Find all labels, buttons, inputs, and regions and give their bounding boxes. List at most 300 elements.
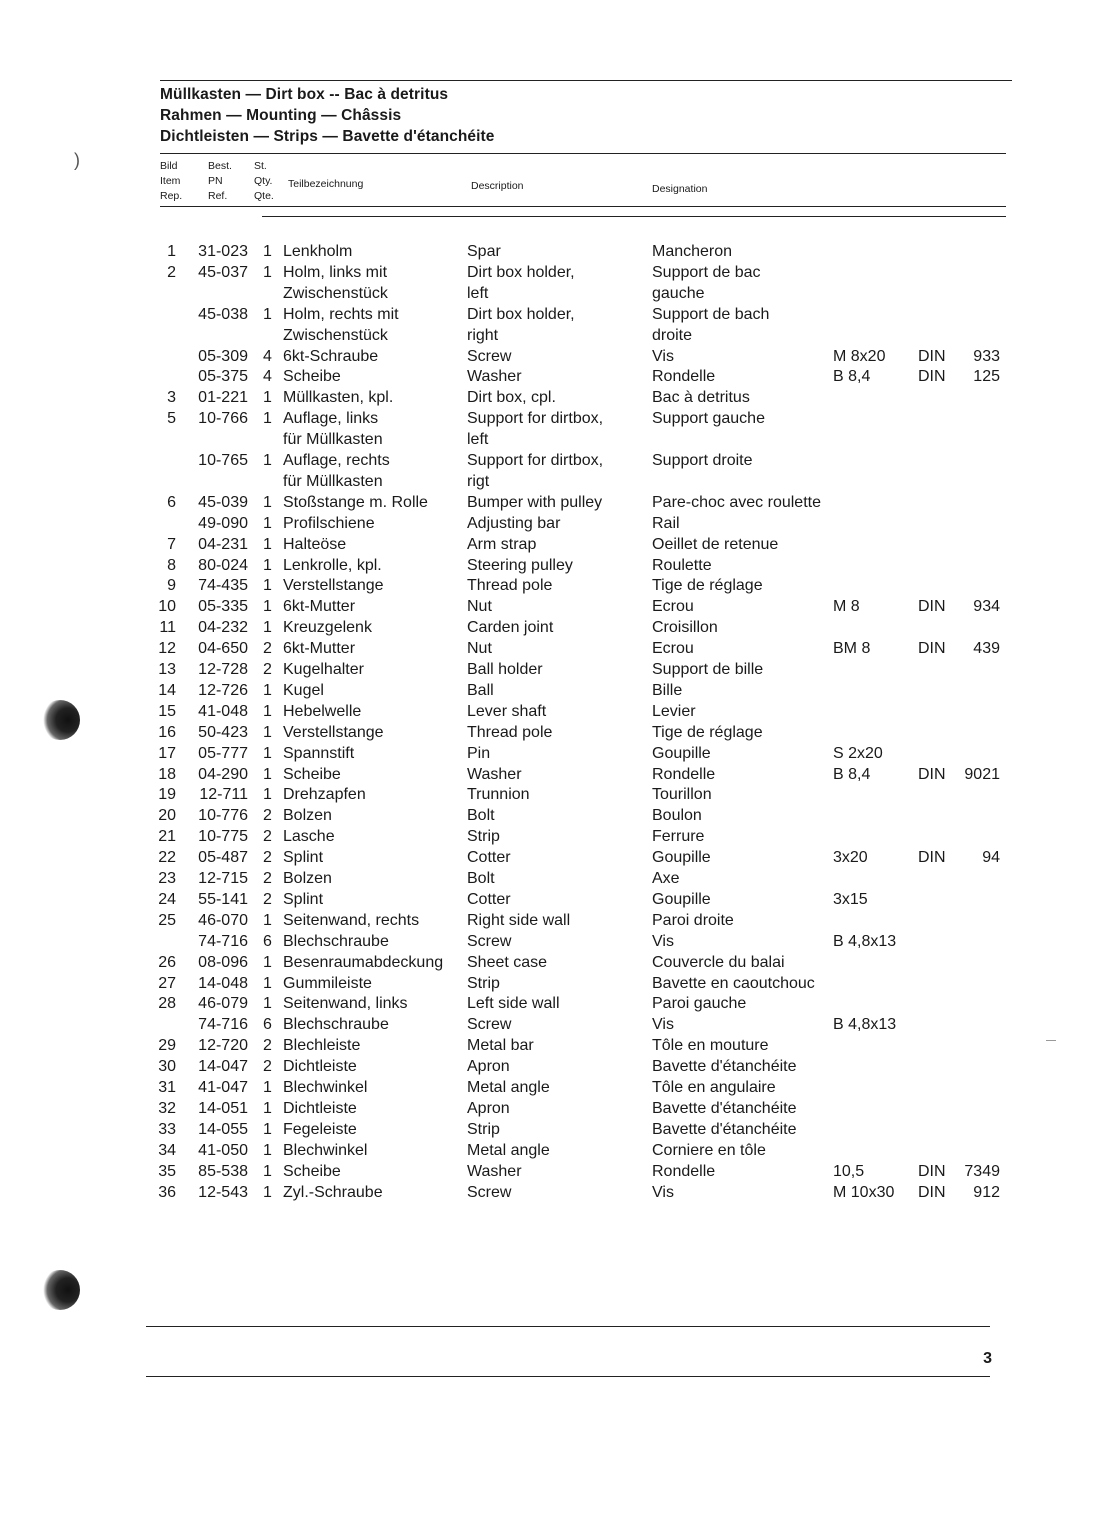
german-name: Hebelwelle	[283, 702, 362, 720]
german-name: Fegeleiste	[283, 1120, 357, 1138]
table-row	[0, 764, 1106, 785]
table-row	[0, 617, 1106, 638]
part-number: 74-435	[198, 577, 248, 595]
german-name: Holm, rechts mit	[283, 305, 399, 323]
table-row	[0, 555, 1106, 576]
quantity: 1	[263, 389, 272, 407]
din-label: DIN	[918, 849, 946, 867]
standard-size: 3x20	[833, 849, 868, 867]
english-description: Bolt	[467, 870, 495, 887]
table-row	[0, 1056, 1106, 1077]
english-description: Strip	[467, 828, 500, 846]
footer-rule-top	[146, 1326, 990, 1327]
table-row	[0, 304, 1106, 325]
english-description: Ball	[467, 681, 494, 699]
item-number: 12	[158, 640, 176, 658]
din-label: DIN	[918, 598, 946, 616]
table-row	[0, 1161, 1106, 1182]
din-number: 912	[973, 1183, 1000, 1201]
german-name: Kugel	[283, 681, 324, 699]
german-name: Besenraumabdeckung	[283, 953, 444, 971]
quantity: 1	[263, 410, 272, 428]
part-number: 55-141	[198, 890, 248, 908]
german-name: Zwischenstück	[283, 326, 388, 344]
quantity: 2	[263, 640, 272, 658]
quantity: 1	[263, 1162, 272, 1180]
english-description: Bumper with pulley	[467, 493, 603, 511]
french-designation: Couvercle du balai	[652, 953, 785, 971]
english-description: Left side wall	[467, 995, 560, 1013]
table-row	[0, 889, 1106, 910]
french-designation: Rondelle	[652, 1162, 716, 1180]
quantity: 2	[263, 1037, 272, 1055]
french-designation: Ecrou	[652, 598, 694, 616]
table-row	[0, 638, 1106, 659]
french-designation: Vis	[652, 347, 674, 365]
part-number: 08-096	[198, 953, 248, 971]
table-row	[0, 931, 1106, 952]
french-designation: Rail	[652, 514, 680, 532]
din-number: 94	[982, 849, 1000, 867]
quantity: 4	[263, 368, 272, 386]
item-number: 11	[159, 619, 176, 637]
punch-hole-icon	[40, 1270, 80, 1310]
item-number: 16	[158, 723, 176, 741]
part-number: 05-375	[198, 368, 248, 386]
english-description: Apron	[467, 1058, 510, 1076]
din-number: 9021	[964, 765, 1000, 783]
part-number: 41-047	[198, 1079, 248, 1096]
english-description: Screw	[467, 932, 512, 950]
table-row	[0, 1140, 1106, 1161]
english-description: right	[467, 326, 499, 344]
part-number: 12-715	[198, 870, 248, 887]
part-number: 50-423	[198, 723, 248, 741]
part-number: 74-716	[198, 1016, 248, 1034]
table-row	[0, 366, 1106, 387]
quantity: 1	[263, 535, 272, 553]
col-header-en: Description	[471, 180, 524, 192]
quantity: 1	[263, 911, 272, 929]
french-designation: Ecrou	[652, 640, 694, 658]
english-description: Strip	[467, 974, 500, 992]
english-description: Support for dirtbox,	[467, 410, 604, 428]
item-number: 8	[167, 556, 176, 574]
part-number: 05-309	[198, 347, 248, 365]
french-designation: Bac à detritus	[652, 389, 750, 407]
part-number: 12-728	[198, 661, 248, 678]
quantity: 6	[263, 932, 272, 950]
german-name: Auflage, rechts	[283, 452, 390, 469]
german-name: Bolzen	[283, 807, 332, 825]
french-designation: Bavette d'étanchéite	[652, 1058, 797, 1076]
table-row	[0, 241, 1106, 262]
scan-mark-icon: )	[74, 150, 80, 170]
german-name: Verstellstange	[283, 723, 384, 741]
english-description: Steering pulley	[467, 556, 573, 574]
part-number: 10-776	[198, 807, 248, 825]
item-number: 2	[167, 263, 176, 281]
quantity: 1	[263, 786, 272, 804]
french-designation: Tourillon	[652, 786, 712, 804]
header-rule-top	[160, 153, 1006, 154]
french-designation: Goupille	[652, 890, 711, 908]
item-number: 30	[158, 1058, 176, 1076]
german-name: Zyl.-Schraube	[283, 1183, 383, 1201]
english-description: Sheet case	[467, 953, 548, 971]
standard-size: 3x15	[833, 890, 868, 908]
english-description: Dirt box, cpl.	[467, 389, 556, 407]
din-number: 7349	[964, 1162, 1000, 1180]
table-row	[0, 868, 1106, 889]
item-number: 31	[158, 1079, 176, 1096]
english-description: Lever shaft	[467, 702, 547, 720]
table-row	[0, 680, 1106, 701]
english-description: Metal angle	[467, 1141, 550, 1159]
english-description: Pin	[467, 744, 491, 762]
item-number: 27	[158, 974, 176, 992]
part-number: 74-716	[198, 932, 248, 950]
scan-dash	[1046, 1040, 1056, 1041]
english-description: Carden joint	[467, 619, 554, 637]
french-designation: Vis	[652, 1183, 674, 1201]
german-name: Blechwinkel	[283, 1079, 368, 1096]
table-row	[0, 952, 1106, 973]
german-name: Scheibe	[283, 765, 341, 783]
part-number: 14-051	[198, 1099, 248, 1117]
quantity: 1	[263, 744, 272, 762]
item-number: 5	[167, 410, 176, 428]
quantity: 1	[263, 995, 272, 1013]
quantity: 2	[263, 849, 272, 867]
standard-size: M 8	[833, 598, 860, 616]
french-designation: Croisillon	[652, 619, 718, 637]
din-label: DIN	[918, 368, 946, 386]
french-designation: Support de bac	[652, 263, 761, 281]
quantity: 1	[263, 263, 272, 281]
item-number: 32	[158, 1099, 176, 1117]
table-row	[0, 346, 1106, 367]
french-designation: Bavette d'étanchéite	[652, 1120, 797, 1138]
german-name: Drehzapfen	[283, 786, 366, 804]
item-number: 29	[158, 1037, 176, 1055]
german-name: Lenkrolle, kpl.	[283, 556, 382, 574]
french-designation: Support droite	[652, 452, 753, 469]
part-number: 45-037	[198, 263, 248, 281]
part-number: 12-720	[198, 1037, 248, 1055]
item-number: 35	[158, 1162, 176, 1180]
quantity: 1	[263, 974, 272, 992]
part-number: 41-048	[198, 702, 248, 720]
english-description: Washer	[467, 1162, 522, 1180]
english-description: Washer	[467, 368, 522, 386]
col-header-qty: St. Qty. Qte.	[254, 160, 274, 202]
english-description: Screw	[467, 347, 512, 365]
quantity: 1	[263, 452, 272, 469]
din-number: 933	[973, 347, 1000, 365]
french-designation: Paroi droite	[652, 911, 734, 929]
french-designation: Support gauche	[652, 410, 765, 428]
part-number: 04-232	[198, 619, 248, 637]
table-row	[0, 1014, 1106, 1035]
english-description: Adjusting bar	[467, 514, 561, 532]
table-row	[0, 826, 1106, 847]
german-name: Profilschiene	[283, 514, 375, 532]
part-number: 45-038	[198, 305, 248, 323]
part-number: 05-487	[198, 849, 248, 867]
french-designation: Mancheron	[652, 243, 733, 260]
table-row	[0, 993, 1106, 1014]
item-number: 24	[158, 890, 176, 908]
header-rule-bottom	[262, 216, 1006, 217]
french-designation: Paroi gauche	[652, 995, 747, 1013]
part-number: 31-023	[198, 243, 248, 260]
din-label: DIN	[918, 1162, 946, 1180]
quantity: 1	[263, 1120, 272, 1138]
quantity: 2	[263, 661, 272, 678]
quantity: 1	[263, 1141, 272, 1159]
part-number: 10-765	[198, 452, 248, 469]
quantity: 1	[263, 243, 272, 260]
table-row	[0, 387, 1106, 408]
table-row	[0, 283, 1106, 304]
item-number: 33	[158, 1120, 176, 1138]
part-number: 04-650	[198, 640, 248, 658]
german-name: 6kt-Schraube	[283, 347, 379, 365]
standard-size: M 10x30	[833, 1183, 895, 1201]
french-designation: Levier	[652, 702, 696, 720]
col-header-pn: Best. PN Ref.	[208, 160, 232, 202]
table-row	[0, 325, 1106, 346]
quantity: 1	[263, 556, 272, 574]
part-number: 01-221	[198, 389, 248, 407]
french-designation: Tôle en angulaire	[652, 1079, 776, 1096]
table-row	[0, 659, 1106, 680]
part-number: 85-538	[198, 1162, 248, 1180]
part-number: 14-047	[198, 1058, 248, 1076]
quantity: 6	[263, 1016, 272, 1034]
item-number: 26	[158, 953, 176, 971]
table-row	[0, 722, 1106, 743]
french-designation: Tige de réglage	[652, 723, 763, 741]
german-name: Stoßstange m. Rolle	[283, 493, 428, 511]
french-designation: Tôle en mouture	[652, 1037, 769, 1055]
title-line-3: Dichtleisten — Strips — Bavette d'étanchéite	[160, 128, 495, 145]
title-line-1: Müllkasten — Dirt box -- Bac à detritus	[160, 86, 449, 103]
item-number: 13	[158, 661, 176, 678]
din-number: 439	[973, 640, 1000, 658]
part-number: 41-050	[198, 1141, 248, 1159]
german-name: Blechschraube	[283, 1016, 389, 1034]
english-description: Metal angle	[467, 1079, 550, 1096]
table-row	[0, 910, 1106, 931]
english-description: Thread pole	[467, 577, 553, 595]
german-name: Auflage, links	[283, 410, 379, 428]
french-designation: Goupille	[652, 744, 711, 762]
part-number: 46-079	[198, 995, 248, 1013]
english-description: rigt	[467, 472, 490, 490]
german-name: Kugelhalter	[283, 661, 364, 678]
german-name: Halteöse	[283, 535, 347, 553]
german-name: Dichtleiste	[283, 1058, 357, 1076]
table-row	[0, 450, 1106, 471]
english-description: Trunnion	[467, 786, 530, 804]
part-number: 46-070	[198, 911, 248, 929]
french-designation: gauche	[652, 284, 705, 302]
quantity: 1	[263, 619, 272, 637]
english-description: Cotter	[467, 890, 511, 908]
part-number: 49-090	[198, 514, 248, 532]
german-name: Seitenwand, links	[283, 995, 408, 1013]
table-row	[0, 575, 1106, 596]
table-row	[0, 513, 1106, 534]
item-number: 6	[167, 493, 176, 511]
item-number: 14	[158, 681, 176, 699]
quantity: 1	[263, 702, 272, 720]
quantity: 1	[263, 681, 272, 699]
german-name: Zwischenstück	[283, 284, 388, 302]
table-row	[0, 1098, 1106, 1119]
page-number: 3	[983, 1350, 992, 1367]
header-rule-mid	[160, 206, 1006, 207]
item-number: 10	[158, 598, 176, 616]
french-designation: Pare-choc avec roulette	[652, 493, 821, 511]
part-number: 05-335	[198, 598, 248, 616]
german-name: Lenkholm	[283, 243, 353, 260]
item-number: 25	[158, 911, 176, 929]
english-description: Thread pole	[467, 723, 553, 741]
english-description: Screw	[467, 1183, 512, 1201]
standard-size: M 8x20	[833, 347, 886, 365]
english-description: Dirt box holder,	[467, 263, 575, 281]
table-row	[0, 534, 1106, 555]
french-designation: Support de bille	[652, 661, 764, 678]
title-line-2: Rahmen — Mounting — Châssis	[160, 107, 402, 124]
english-description: Arm strap	[467, 535, 537, 553]
french-designation: Bille	[652, 681, 683, 699]
standard-size: S 2x20	[833, 744, 883, 762]
table-row	[0, 847, 1106, 868]
german-name: Gummileiste	[283, 974, 372, 992]
table-row	[0, 408, 1106, 429]
german-name: Blechwinkel	[283, 1141, 368, 1159]
standard-size: BM 8	[833, 640, 871, 658]
german-name: Holm, links mit	[283, 263, 388, 281]
din-label: DIN	[918, 640, 946, 658]
french-designation: Rondelle	[652, 765, 716, 783]
item-number: 9	[167, 577, 176, 595]
din-label: DIN	[918, 765, 946, 783]
din-label: DIN	[918, 347, 946, 365]
table-row	[0, 1077, 1106, 1098]
table-row	[0, 805, 1106, 826]
german-name: Scheibe	[283, 1162, 341, 1180]
english-description: Dirt box holder,	[467, 305, 575, 323]
german-name: Spannstift	[283, 744, 355, 762]
english-description: Strip	[467, 1120, 500, 1138]
part-number: 14-055	[198, 1120, 248, 1138]
german-name: Seitenwand, rechts	[283, 911, 420, 929]
german-name: für Müllkasten	[283, 472, 383, 490]
standard-size: B 4,8x13	[833, 1016, 897, 1034]
quantity: 1	[263, 765, 272, 783]
item-number: 19	[158, 786, 176, 804]
german-name: Splint	[283, 849, 324, 867]
item-number: 15	[158, 702, 176, 720]
item-number: 34	[158, 1141, 176, 1159]
standard-size: B 4,8x13	[833, 932, 897, 950]
item-number: 28	[158, 995, 176, 1013]
table-row	[0, 1119, 1106, 1140]
german-name: Bolzen	[283, 870, 332, 887]
table-row	[0, 1182, 1106, 1203]
part-number: 12-543	[198, 1183, 248, 1201]
table-row	[0, 429, 1106, 450]
english-description: left	[467, 431, 489, 449]
standard-size: 10,5	[833, 1162, 865, 1180]
quantity: 4	[263, 347, 272, 365]
german-name: Kreuzgelenk	[283, 619, 372, 637]
french-designation: Vis	[652, 1016, 674, 1034]
quantity: 1	[263, 1099, 272, 1117]
item-number: 36	[158, 1183, 176, 1201]
english-description: Ball holder	[467, 661, 543, 678]
item-number: 3	[167, 389, 176, 407]
french-designation: droite	[652, 326, 693, 344]
quantity: 2	[263, 807, 272, 825]
din-number: 125	[973, 368, 1000, 386]
part-number: 10-775	[198, 828, 248, 846]
item-number: 23	[158, 870, 176, 887]
german-name: Dichtleiste	[283, 1099, 357, 1117]
french-designation: Bavette d'étanchéite	[652, 1099, 797, 1117]
french-designation: Goupille	[652, 849, 711, 867]
english-description: Nut	[467, 598, 492, 616]
table-row	[0, 262, 1106, 283]
part-number: 12-711	[199, 786, 248, 804]
top-rule	[160, 80, 1012, 81]
quantity: 1	[263, 953, 272, 971]
din-label: DIN	[918, 1183, 946, 1201]
quantity: 2	[263, 870, 272, 887]
german-name: Scheibe	[283, 368, 341, 386]
english-description: Screw	[467, 1016, 512, 1034]
quantity: 1	[263, 723, 272, 741]
french-designation: Roulette	[652, 556, 712, 574]
item-number: 21	[158, 828, 176, 846]
table-row	[0, 701, 1106, 722]
item-number: 7	[167, 535, 176, 553]
german-name: Splint	[283, 890, 324, 908]
german-name: für Müllkasten	[283, 431, 383, 449]
french-designation: Axe	[652, 870, 680, 887]
col-header-de: Teilbezeichnung	[288, 178, 364, 190]
english-description: Nut	[467, 640, 492, 658]
french-designation: Rondelle	[652, 368, 716, 386]
french-designation: Corniere en tôle	[652, 1141, 766, 1159]
german-name: Blechschraube	[283, 932, 389, 950]
item-number: 17	[158, 744, 176, 762]
german-name: 6kt-Mutter	[283, 598, 356, 616]
part-number: 04-290	[198, 765, 248, 783]
english-description: Cotter	[467, 849, 511, 867]
english-description: Bolt	[467, 807, 495, 825]
english-description: Spar	[467, 243, 501, 260]
part-number: 45-039	[198, 493, 248, 511]
table-row	[0, 784, 1106, 805]
english-description: Right side wall	[467, 911, 571, 929]
part-number: 80-024	[198, 556, 248, 574]
